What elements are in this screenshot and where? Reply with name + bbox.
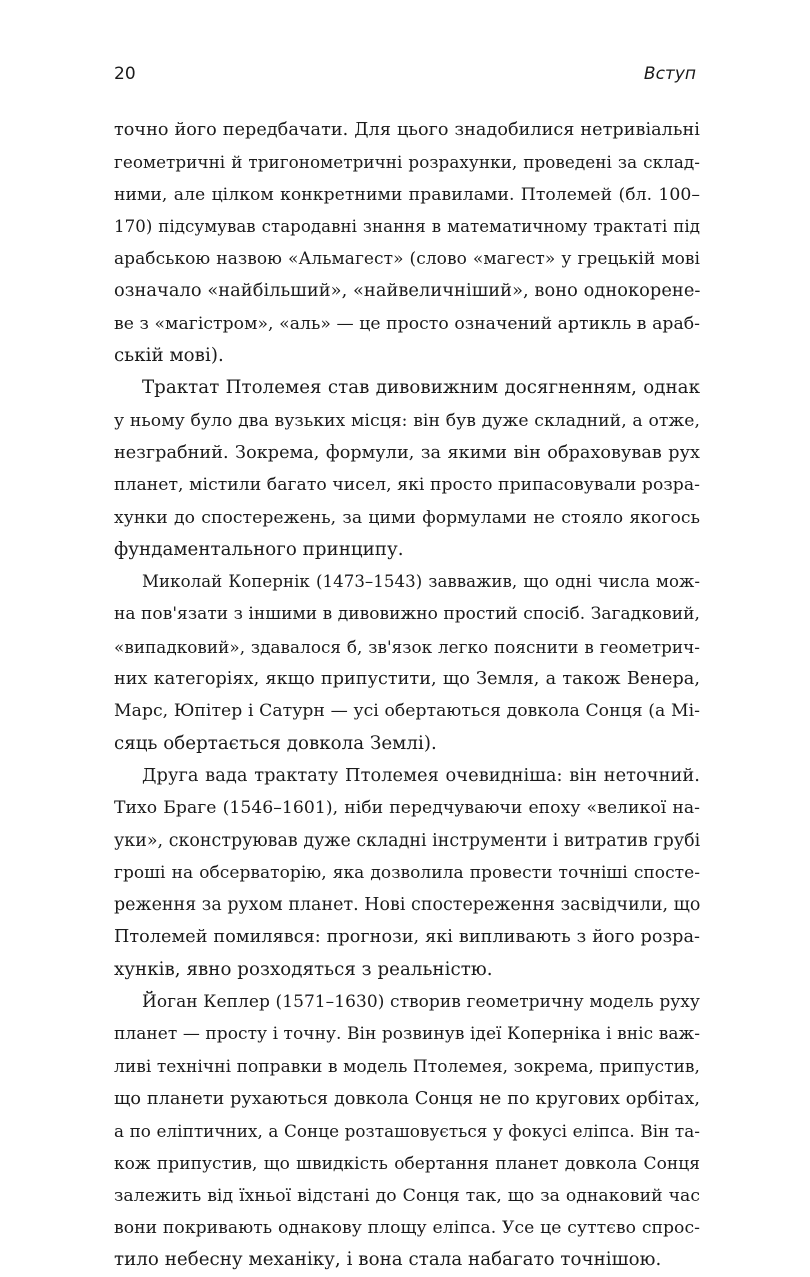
text-line: арабською назвою «Альмагест» (слово «магест» у грецькій мові bbox=[114, 249, 700, 270]
text-line: сяць обертається довкола Землі). bbox=[114, 732, 437, 754]
text-line: а по еліптичних, а Сонце розташовується у фокусі еліпса. Він та- bbox=[114, 1121, 700, 1142]
text-line: що планети рухаються довкола Сонця не по кругових орбітах, bbox=[114, 1088, 700, 1109]
text-line: Марс, Юпітер і Сатурн — усі обертаються довкола Сонця (а Мі- bbox=[114, 701, 700, 722]
text-line: залежить від їхньої відстані до Сонця так, що за однаковий час bbox=[114, 1185, 700, 1206]
text-line: тило небесну механіку, і вона стала набагато точнішою. bbox=[114, 1249, 662, 1271]
text-line: Йоган Кеплер (1571–1630) створив геометричну модель руху bbox=[142, 992, 700, 1013]
text-line: фундаментального принципу. bbox=[114, 538, 404, 560]
text-line: ливі технічні поправки в модель Птолемея, зокрема, припустив, bbox=[114, 1056, 700, 1077]
text-line: точно його передбачати. Для цього знадобилися нетривіальні bbox=[114, 120, 700, 140]
text-line: гроші на обсерваторію, яка дозволила провести точніші спосте- bbox=[114, 862, 700, 883]
text-line: незграбний. Зокрема, формули, за якими він обраховував рух bbox=[114, 442, 700, 463]
text-line: означало «найбільший», «найвеличніший», воно однокорене- bbox=[114, 280, 701, 302]
section-title: Вступ bbox=[643, 64, 696, 84]
text-line: Тихо Браге (1546–1601), ніби передчуваючи епоху «великої на- bbox=[114, 798, 700, 819]
text-line: геометричні й тригонометричні розрахунки, проведені за склад- bbox=[114, 152, 700, 173]
text-line: Трактат Птолемея став дивовижним досягненням, однак bbox=[142, 377, 700, 399]
text-line: ській мові). bbox=[114, 345, 224, 367]
paragraph-5 bbox=[114, 986, 700, 1277]
text-line: ними, але цілком конкретними правилами. Птолемей (бл. 100– bbox=[114, 184, 700, 205]
text-line: на пов'язати з іншими в дивовижно простий спосіб. Загадковий, bbox=[114, 604, 700, 625]
text-line: хунки до спостережень, за цими формулами не стояло якогось bbox=[114, 507, 700, 528]
text-line: Друга вада трактату Птолемея очевидніша: він неточний. bbox=[142, 764, 700, 786]
text-line: «випадковий», здавалося б, зв'язок легко пояснити в геометрич- bbox=[114, 636, 700, 657]
paragraph-2 bbox=[114, 372, 700, 566]
page-number: 20 bbox=[114, 64, 136, 84]
text-line: кож припустив, що швидкість обертання планет довкола Сонця bbox=[114, 1153, 700, 1174]
text-line: хунків, явно розходяться з реальністю. bbox=[114, 958, 493, 980]
text-line: уки», сконструював дуже складні інструменти і витратив грубі bbox=[114, 830, 701, 851]
text-line: Миколай Копернік (1473–1543) завважив, що одні числа мож- bbox=[142, 572, 700, 592]
body-text bbox=[114, 114, 700, 1277]
text-line: планет — просту і точну. Він розвинув ідеї Коперніка і вніс важ- bbox=[114, 1024, 700, 1045]
text-line: 170) підсумував стародавні знання в математичному трактаті під bbox=[114, 216, 700, 236]
paragraph-3 bbox=[114, 566, 700, 760]
text-line: них категоріях, якщо припустити, що Земля, а також Венера, bbox=[114, 669, 700, 690]
text-line: вони покривають однакову площу еліпса. Усе це суттєво спрос- bbox=[114, 1218, 700, 1239]
text-line: Птолемей помилявся: прогнози, які випливають з його розра- bbox=[114, 927, 700, 948]
text-line: планет, містили багато чисел, які просто припасовували розра- bbox=[114, 475, 700, 496]
text-line: ве з «магістром», «аль» — це просто означений артикль в араб- bbox=[114, 313, 700, 334]
text-line: реження за рухом планет. Нові спостереження засвідчили, що bbox=[114, 895, 701, 916]
text-line: у ньому було два вузьких місця: він був дуже складний, а отже, bbox=[114, 410, 700, 431]
running-header bbox=[114, 64, 696, 94]
paragraph-4 bbox=[114, 760, 700, 986]
paragraph-1 bbox=[114, 114, 700, 372]
